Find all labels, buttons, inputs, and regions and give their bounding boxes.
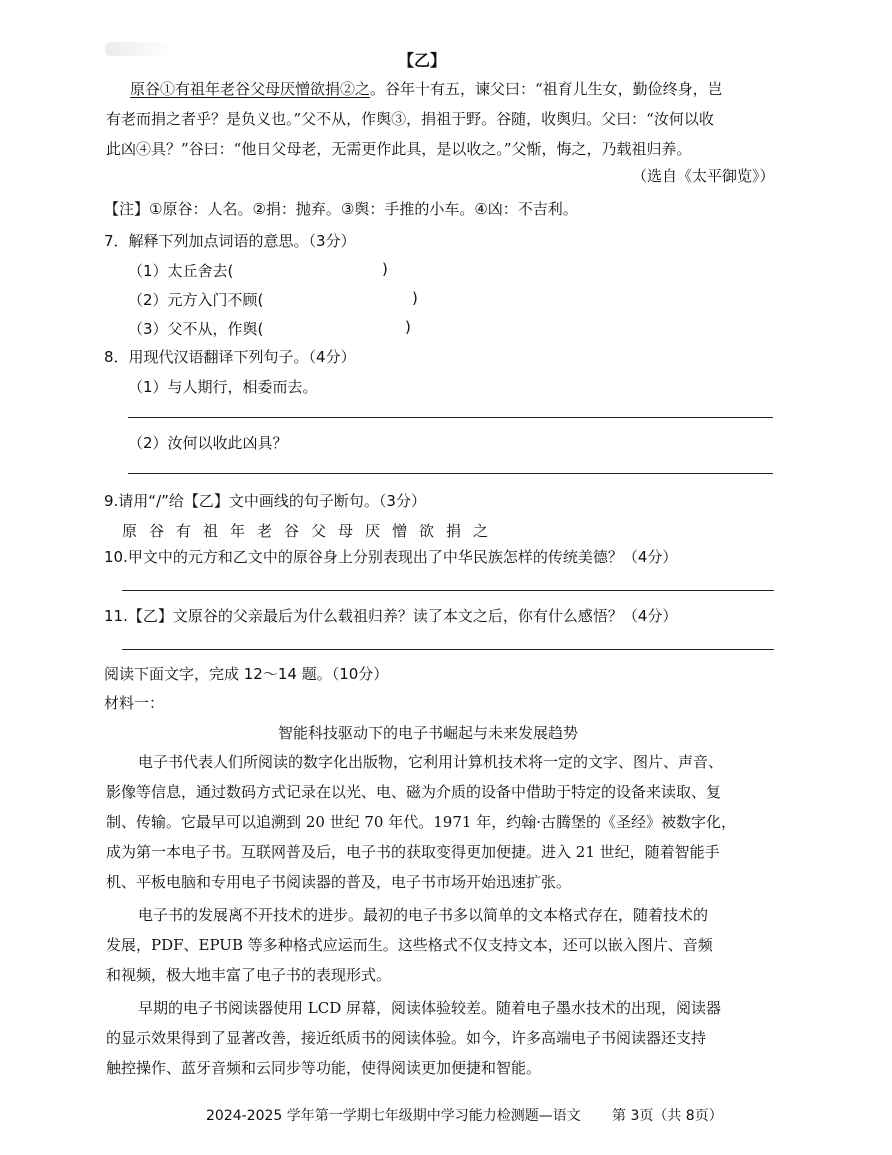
question-7-item-2: （2）元方入门不顾(: [128, 291, 264, 309]
question-7-item-3: （3）父不从，作舆(: [128, 320, 264, 338]
question-7-stem: 7．解释下列加点词语的意思。（3分）: [104, 232, 356, 250]
article-title: 智能科技驱动下的电子书崛起与未来发展趋势: [278, 724, 579, 742]
reading-intro: 阅读下面文字，完成 12～14 题。（10分）: [104, 665, 389, 683]
passage-line-3: 此凶④具？”谷曰：“他日父母老，无需更作此具，是以收之。”父惭，悔之，乃载祖归养。: [106, 140, 692, 158]
paragraph-line: 早期的电子书阅读器使用 LCD 屏幕，阅读体验较差。随着电子墨水技术的出现，阅读器: [138, 999, 722, 1017]
paragraph-line: 影像等信息，通过数码方式记录在以光、电、磁为介质的设备中借助于特定的设备来读取、复: [106, 783, 722, 801]
question-8-stem: 8．用现代汉语翻译下列句子。（4分）: [104, 348, 356, 366]
passage-line-1: [130, 78, 723, 99]
answer-line[interactable]: [122, 649, 774, 650]
section-label: 【乙】: [398, 51, 447, 70]
question-7-item-1: （1）太丘舍去(: [128, 262, 234, 280]
paragraph-line: 电子书的发展离不开技术的进步。最初的电子书多以简单的文本格式存在，随着技术的: [138, 906, 709, 924]
paragraph-line: 制、传输。它最早可以追溯到 20 世纪 70 年代。1971 年，约翰·古腾堡的《圣经》被数字化，: [106, 813, 736, 831]
passage-source: （选自《太平御览》）: [632, 167, 775, 185]
paragraph-line: 触控操作、蓝牙音频和云同步等功能，使得阅读更加便捷和智能。: [106, 1059, 542, 1077]
question-8-item-1: （1）与人期行，相委而去。: [128, 378, 318, 396]
scan-smudge: [105, 42, 175, 56]
paragraph-line: 的显示效果得到了显著改善，接近纸质书的阅读体验。如今，许多高端电子书阅读器还支持: [106, 1029, 707, 1047]
paragraph-line: 发展，PDF、EPUB 等多种格式应运而生。这些格式不仅支持文本，还可以嵌入图片、音频: [106, 936, 713, 954]
passage-line-1-rest: 。谷年十有五，谏父曰：“祖育儿生女，勤俭终身，岂: [370, 80, 723, 98]
answer-line[interactable]: [128, 417, 773, 418]
paragraph-line: 成为第一本电子书。互联网普及后，电子书的获取变得更加便捷。进入 21 世纪，随着智能手: [106, 843, 720, 861]
question-10-stem: 10.甲文中的元方和乙文中的原谷身上分别表现出了中华民族怎样的传统美德？（4分）: [104, 548, 678, 566]
footer-exam-title: 2024-2025 学年第一学期七年级期中学习能力检测题—语文: [206, 1108, 581, 1124]
question-9-sentence: 原谷有祖年老谷父母厌憎欲捐之: [122, 522, 501, 540]
underlined-sentence: 原谷①有祖年老谷父母厌憎欲捐②之: [130, 80, 371, 98]
question-9-stem: 9.请用“/”给【乙】文中画线的句子断句。（3分）: [104, 492, 426, 510]
close-paren: ): [382, 260, 388, 278]
passage-line-2: 有老而捐之者乎？是负义也。”父不从，作舆③，捐祖于野。谷随，收舆归。父曰：“汝何以收: [106, 110, 714, 128]
answer-line[interactable]: [122, 590, 774, 591]
close-paren: ): [405, 318, 411, 336]
annotation-notes: 【注】①原谷：人名。②捐：抛弃。③舆：手推的小车。④凶：不吉利。: [104, 200, 578, 218]
answer-line[interactable]: [128, 473, 773, 474]
close-paren: ): [412, 289, 418, 307]
paragraph-line: 机、平板电脑和专用电子书阅读器的普及，电子书市场开始迅速扩张。: [106, 873, 572, 891]
paragraph-line: 和视频，极大地丰富了电子书的表现形式。: [106, 966, 392, 984]
paragraph-line: 电子书代表人们所阅读的数字化出版物，它利用计算机技术将一定的文字、图片、声音、: [138, 753, 724, 771]
question-11-stem: 11.【乙】文原谷的父亲最后为什么载祖归养？读了本文之后，你有什么感悟？（4分）: [104, 607, 678, 625]
material-label: 材料一：: [104, 694, 165, 712]
footer-page-number: 第 3页（共 8页）: [612, 1108, 723, 1124]
question-8-item-2: （2）汝何以收此凶具？: [128, 434, 288, 452]
